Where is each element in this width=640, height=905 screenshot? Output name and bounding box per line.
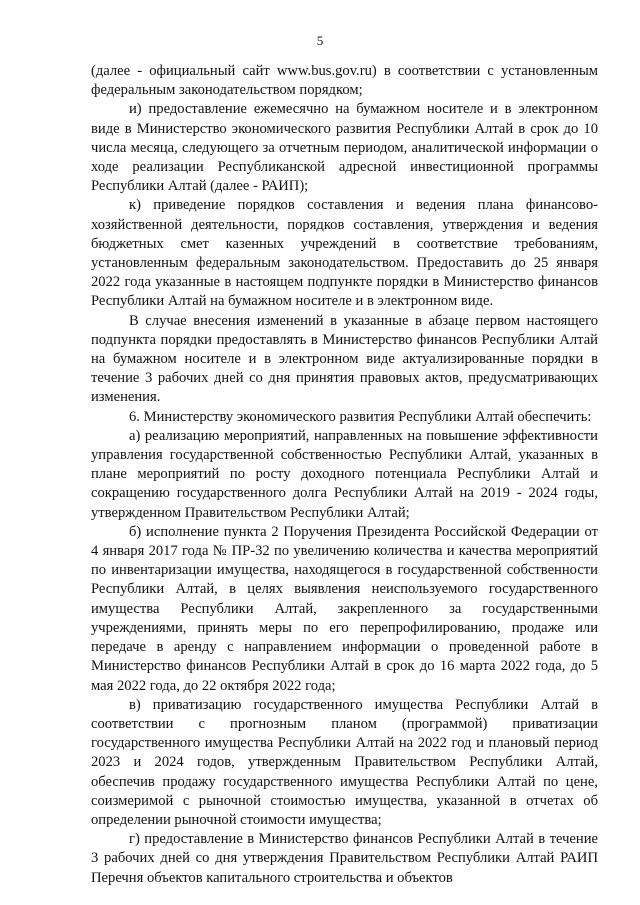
paragraph-item-a: а) реализацию мероприятий, направленных на повышение эффективности управления государственной собственностью Республики Алтай, указанных в плане мероприятий по росту доходного потенциала Республики Алтай и сокращению государственного долга Республики Алтай на 2019 - 2024 годы, утвержденном Правительством Республики Алтай;: [91, 427, 598, 521]
page-number: 5: [316, 33, 324, 48]
document-body: [91, 62, 598, 888]
paragraph-item-k: к) приведение порядков составления и ведения плана финансово-хозяйственной деятельности, порядков составления, утверждения и ведения бюджетных смет казенных учреждений в соответствие требованиям, установленным федеральным законодательством. Предоставить до 25 января 2022 года указанные в настоящем подпункте порядки в Министерство финансов Республики Алтай на бумажном носителе и в электронном виде.: [91, 197, 598, 310]
paragraph-item-b: б) исполнение пункта 2 Поручения Президента Российской Федерации от 4 января 2017 года № ПР-32 по увеличению количества и качества мероприятий по инвентаризации имущества, находящегося в государственной собственности Республики Алтай, в целях выявления неиспользуемого государственного имущества Республики Алтай, закрепленного за государственными учреждениями, принять меры по его перепрофилированию, продаже или передаче в аренду с направлением информации о проведенной работе в Министерство финансов Республики Алтай в срок до 16 марта 2022 года, до 5 мая 2022 года, до 22 октября 2022 года;: [91, 523, 598, 694]
paragraph-item-v: в) приватизацию государственного имущества Республики Алтай в соответствии с прогнозным планом (программой) приватизации государственного имущества Республики Алтай на 2022 год и плановый период 2023 и 2024 годов, утвержденным Правительством Республики Алтай, обеспечив продажу государственного имущества Республики Алтай по цене, соизмеримой с рыночной стоимостью имущества, указанной в отчетах об определении рыночной стоимости имущества;: [91, 696, 598, 828]
paragraph-item-g: г) предоставление в Министерство финансов Республики Алтай в течение 3 рабочих дней со дня утверждения Правительством Республики Алтай РАИП Перечня объектов капитального строительства и объектов: [91, 831, 598, 886]
paragraph-item-i: и) предоставление ежемесячно на бумажном носителе и в электронном виде в Министерство экономического развития Республики Алтай в срок до 10 числа месяца, следующего за отчетным периодом, аналитической информации о ходе реализации Республиканской адресной инвестиционной программы Республики Алтай (далее - РАИП);: [91, 101, 598, 195]
paragraph-amendments: В случае внесения изменений в указанные в абзаце первом настоящего подпункта порядки предоставлять в Министерство финансов Республики Алтай на бумажном носителе и в электронном виде актуализированные порядки в течение 3 рабочих дней со дня принятия правовых актов, предусматривающих изменения.: [91, 312, 598, 406]
paragraph-continuation: (далее - официальный сайт www.bus.gov.ru) в соответствии с установленным федеральным законодательством порядком;: [91, 63, 598, 99]
paragraph-section-6: 6. Министерству экономического развития Республики Алтай обеспечить:: [129, 408, 592, 425]
